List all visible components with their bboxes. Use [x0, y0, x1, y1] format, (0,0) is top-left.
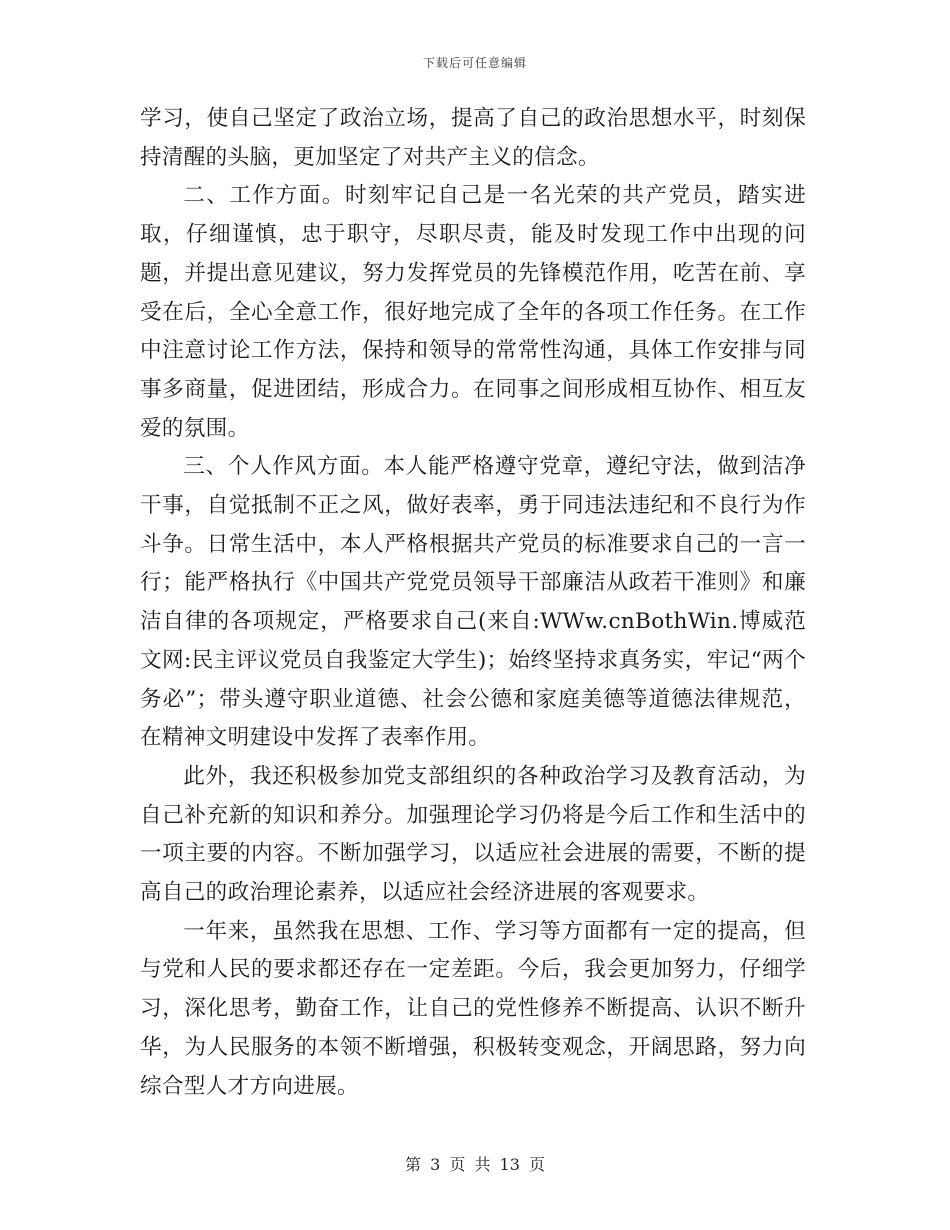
paragraph-conduct: 三、个人作风方面。本人能严格遵守党章，遵纪守法，做到洁净干事，自觉抵制不正之风，做好表率，勇于同违法违纪和不良行为作斗争。日常生活中，本人严格根据共产党员的标准要求自己的一言一行；能严格执行《中国共产党党员领导干部廉洁从政若干准则》和廉洁自律的各项规定，严格要求自己(来自:WWw.cnBothWin.博威范文网:民主评议党员自我鉴定大学生)；始终坚持求真务实，牢记“两个务必”；带头遵守职业道德、社会公德和家庭美德等道德法律规范，在精神文明建设中发挥了表率作用。 [140, 454, 806, 751]
page-header: 下载后可任意编辑 [422, 56, 527, 70]
paragraph-study: 此外，我还积极参加党支部组织的各种政治学习及教育活动，为自己补充新的知识和养分。加强理论学习仍将是今后工作和生活中的一项主要的内容。不断加强学习，以适应社会进展的需要，不断的提高自己的政治理论素养，以适应社会经济进展的客观要求。 [140, 763, 806, 906]
document-body [140, 100, 806, 1106]
page-number: 第 3 页 共 13 页 [405, 1155, 545, 1174]
paragraph-work: 二、工作方面。时刻牢记自己是一名光荣的共产党员，踏实进取，仔细谨慎，忠于职守，尽职尽责，能及时发现工作中出现的问题，并提出意见建议，努力发挥党员的先锋模范作用，吃苦在前、享受在后，全心全意工作，很好地完成了全年的各项工作任务。在工作中注意讨论工作方法，保持和领导的常常性沟通，具体工作安排与同事多商量，促进团结，形成合力。在同事之间形成相互协作、相互友爱的氛围。 [140, 183, 806, 441]
paragraph-continuation: 学习，使自己坚定了政治立场，提高了自己的政治思想水平，时刻保持清醒的头脑，更加坚定了对共产主义的信念。 [140, 106, 806, 170]
paragraph-summary: 一年来，虽然我在思想、工作、学习等方面都有一定的提高，但与党和人民的要求都还存在一定差距。今后，我会更加努力，仔细学习，深化思考，勤奋工作，让自己的党性修养不断提高、认识不断升华，为人民服务的本领不断增强，积极转变观念，开阔思路，努力向综合型人才方向进展。 [140, 918, 806, 1099]
